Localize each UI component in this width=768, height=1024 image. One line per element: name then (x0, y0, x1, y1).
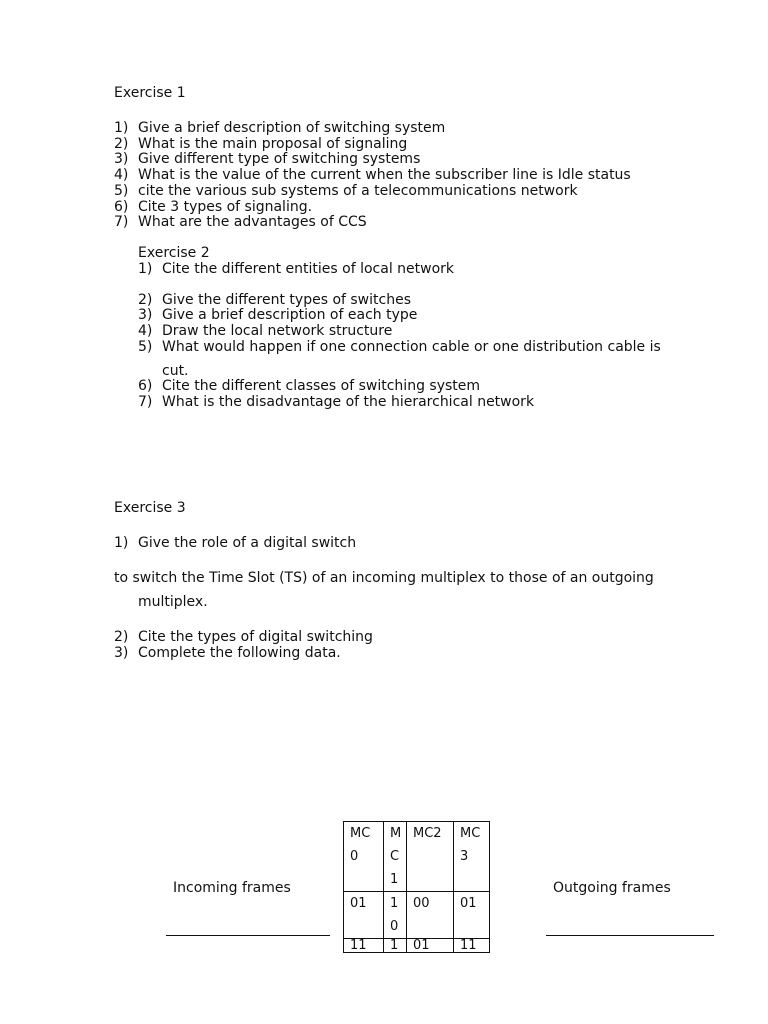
exercise2-title: Exercise 2 (138, 245, 210, 261)
list-item-continuation: cut. (162, 362, 189, 379)
table-cell: 1 (384, 939, 407, 953)
incoming-frames-blank (166, 935, 330, 936)
table-cell: 01 (454, 892, 490, 939)
table-cell: 1 0 (384, 892, 407, 939)
table-header-cell: MC 0 (344, 822, 384, 892)
list-item: 6) Cite the different classes of switching system (138, 378, 481, 395)
table-header-cell: MC 3 (454, 822, 490, 892)
exercise2-list (138, 262, 661, 411)
frames-table (343, 821, 490, 953)
list-item: 2) What is the main proposal of signaling (114, 135, 408, 152)
list-item: 5) cite the various sub systems of a telecommunications network (114, 182, 578, 199)
table-row-header (344, 822, 490, 892)
incoming-frames-label: Incoming frames (173, 880, 291, 896)
table-cell: 01 (407, 939, 454, 953)
list-item: 7) What are the advantages of CCS (114, 214, 367, 231)
table-header-cell: M C 1 (384, 822, 407, 892)
list-item: 1) Cite the different entities of local network (138, 261, 455, 277)
table-cell: 00 (407, 892, 454, 939)
list-item: 5) What would happen if one connection cable or one distribution cable is (138, 338, 661, 355)
table-cell: 11 (454, 939, 490, 953)
exercise3-answer-line1: to switch the Time Slot (TS) of an incoming multiplex to those of an outgoing (114, 570, 654, 586)
exercise1-list (114, 121, 631, 231)
table-cell: 01 (344, 892, 384, 939)
exercise3-title: Exercise 3 (114, 500, 186, 516)
list-item: 1) Give a brief description of switching system (114, 120, 446, 136)
outgoing-frames-blank (546, 935, 714, 936)
list-item: 3) Give different type of switching systems (114, 151, 421, 168)
exercise1-title: Exercise 1 (114, 85, 186, 101)
exercise3-answer-line2: multiplex. (138, 594, 208, 610)
exercise3-q2: 2) Cite the types of digital switching (114, 629, 373, 645)
list-item: 4) What is the value of the current when the subscriber line is Idle status (114, 167, 631, 184)
table-header-cell: MC2 (407, 822, 454, 892)
list-item: 7) What is the disadvantage of the hierarchical network (138, 393, 535, 410)
table-row (344, 892, 490, 939)
list-item: 4) Draw the local network structure (138, 323, 393, 340)
outgoing-frames-label: Outgoing frames (553, 880, 671, 896)
list-item: 6) Cite 3 types of signaling. (114, 198, 313, 215)
exercise3-q3: 3) Complete the following data. (114, 645, 341, 661)
table-row (344, 939, 490, 953)
list-item: 2) Give the different types of switches (138, 291, 411, 308)
list-item: 3) Give a brief description of each type (138, 307, 418, 324)
exercise3-q1: 1) Give the role of a digital switch (114, 535, 357, 551)
table-cell: 11 (344, 939, 384, 953)
